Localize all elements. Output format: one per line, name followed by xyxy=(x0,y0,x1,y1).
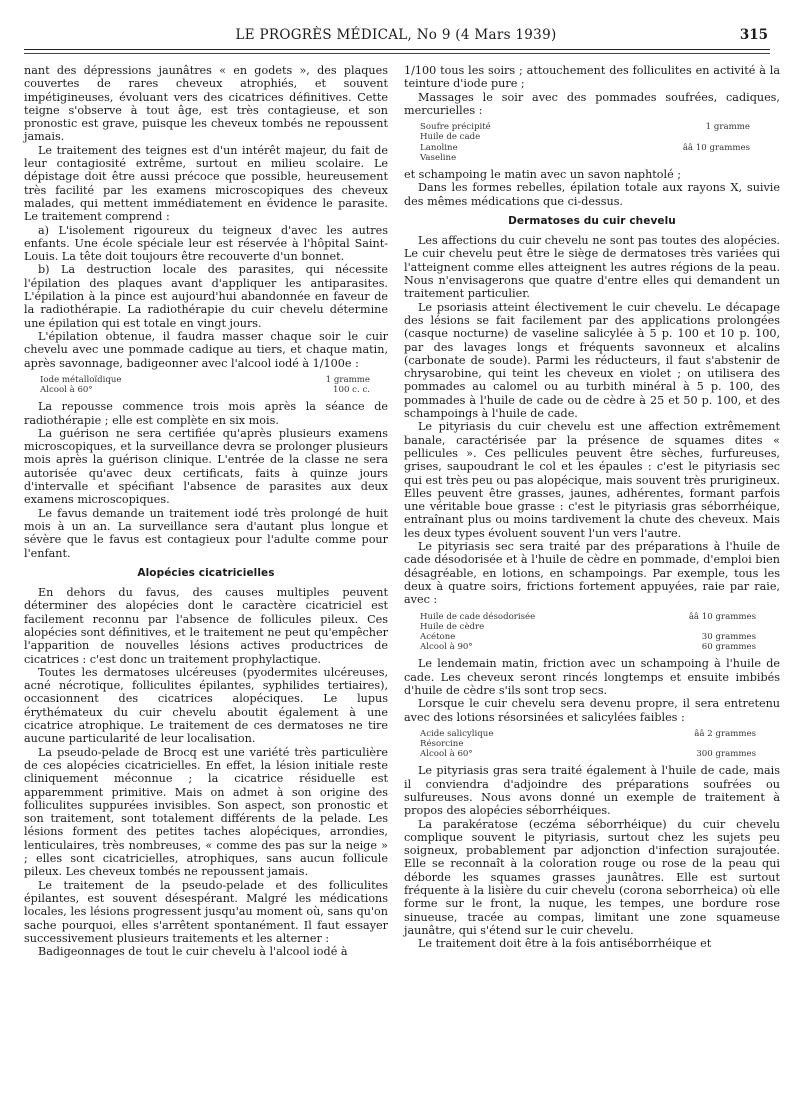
formula-row xyxy=(420,153,780,163)
formula-row xyxy=(420,622,780,632)
paragraph: Le psoriasis atteint électivement le cuir chevelu. Le décapage des lésions se fait facilement par des applications prolongées (casque nocturne) de vaseline salicylée à 5 p. 100 et 10 p. 100, par des lavages longs et fréquents savonneux et alcalins (carbonate de soude). Parmi les réducteurs, il faut s'abstenir de chrysarobine, qui teint les cheveux en violet ; on utilisera des pommades au calomel ou au turbith minéral à 5 p. 100, des pommades à l'huile de cade ou de cèdre à 25 et 50 p. 100, et des schampoings à l'huile de cade. xyxy=(404,300,780,421)
paragraph: Toutes les dermatoses ulcéreuses (pyodermites ulcéreuses, acné nécrotique, folliculites épilantes, syphilides tertiaires), occasionnent des cicatrices alopéciques. Le lupus érythémateux du cuir chevelu aboutit également à une cicatrice atrophique. Le traitement de ces dermatoses ne tire aucune particularité de leur localisation. xyxy=(24,665,388,746)
ingredient: Iode métalloïdique xyxy=(40,374,122,385)
formula-row xyxy=(40,375,388,385)
paragraph: Le lendemain matin, friction avec un schampoing à l'huile de cade. Les cheveux seront rincés longtemps et ensuite imbibés d'huile de cèdre s'ils sont trop secs. xyxy=(404,657,780,697)
quantity xyxy=(646,622,756,632)
paragraph: Dans les formes rebelles, épilation totale aux rayons X, suivie des mêmes médications que ci-dessus. xyxy=(404,181,780,208)
formula-row xyxy=(40,385,388,395)
paragraph: b) La destruction locale des parasites, qui nécessite l'épilation des plaques avant d'appliquer les antiparasites. L'épilation à la pince est aujourd'hui abandonnée en faveur de la radiothérapie. La radiothérapie du cuir chevelu détermine une épilation qui est totale en vingt jours. xyxy=(24,263,388,330)
paragraph: Lorsque le cuir chevelu sera devenu propre, il sera entretenu avec des lotions résorsinées et salicylées faibles : xyxy=(404,697,780,724)
quantity xyxy=(646,739,756,749)
paragraph: En dehors du favus, des causes multiples peuvent déterminer des alopécies dont le caractère cicatriciel est facilement reconnu par l'absence de follicules pileux. Ces alopécies sont définitives, et le traitement ne peut qu'empêcher l'apparition de nouvelles lésions actives productrices de cicatrices : c'est donc un traitement prophylactique. xyxy=(24,586,388,666)
paragraph: Massages le soir avec des pommades soufrées, cadiques, mercurielles : xyxy=(404,90,780,117)
formula-row xyxy=(420,612,780,622)
paragraph: La pseudo-pelade de Brocq est une variété très particulière de ces alopécies cicatricielles. En effet, la lésion initiale reste cliniquement méconnue ; la cicatrice résiduelle est apparemment primitive. Mais on admet à son origine des folliculites suppurées invisibles. Son aspect, son pronostic et son traitement, sont totalement différents de la pelade. Les lésions forment des petites taches alopéciques, arrondies, lenticulaires, très nombreuses, « comme des pas sur la neige » ; elles sont cicatricielles, atrophiques, sans aucun follicule pileux. Les cheveux tombés ne repoussent jamais. xyxy=(24,745,388,879)
ingredient: Alcool à 60° xyxy=(40,385,93,396)
section-heading: Alopécies cicatricielles xyxy=(137,566,275,579)
formula-row xyxy=(420,132,780,142)
paragraph: a) L'isolement rigoureux du teigneux d'avec les autres enfants. Une école spéciale leur est réservée à l'hôpital Saint-Louis. La tête doit toujours être recouverte d'un bonnet. xyxy=(24,223,388,264)
quantity: 1 gramme xyxy=(325,374,370,385)
paragraph: La repousse commence trois mois après la séance de radiothérapie ; elle est complète en six mois. xyxy=(24,400,388,427)
paragraph: Le traitement doit être à la fois antiséborrhéique et xyxy=(418,937,712,951)
ingredient: Résorcine xyxy=(420,739,464,749)
formula-row xyxy=(420,749,780,759)
prescription-formula xyxy=(420,122,780,163)
formula-row xyxy=(420,642,780,652)
formula-row xyxy=(420,632,780,642)
quantity xyxy=(650,132,750,142)
quantity: 100 c. c. xyxy=(333,385,370,396)
page-number: 315 xyxy=(739,27,768,43)
header-rule-thin xyxy=(24,53,770,54)
ingredient: Alcool à 60° xyxy=(420,749,473,760)
paragraph: nant des dépressions jaunâtres « en godets », des plaques couvertes de rares cheveux atrophiés, et souvent impétigineuses, évoluant vers des cicatrices définitives. Cette teigne s'observe à tout âge, est très contagieuse, et son pronostic est grave, puisque les cheveux tombés ne repoussent jamais. xyxy=(24,64,388,144)
ingredient: Acétone xyxy=(420,631,456,642)
paragraph: L'épilation obtenue, il faudra masser chaque soir le cuir chevelu avec une pommade cadique au tiers, et chaque matin, après savonnage, badigeonner avec l'alcool iodé à 1/100e : xyxy=(24,329,388,370)
quantity: 300 grammes xyxy=(696,749,756,760)
quantity: 60 grammes xyxy=(701,642,756,653)
ingredient: Lanoline xyxy=(420,142,458,153)
formula-row xyxy=(420,143,780,153)
quantity: ââ 2 grammes xyxy=(694,728,756,739)
prescription-formula xyxy=(420,612,780,653)
header-rule xyxy=(24,49,770,50)
ingredient: Acide salicylique xyxy=(420,728,494,739)
quantity: 30 grammes xyxy=(701,631,756,642)
right-column xyxy=(404,64,780,951)
ingredient: Huile de cade xyxy=(420,132,481,143)
ingredient: Alcool à 90° xyxy=(420,642,473,653)
paragraph: et schampoing le matin avec un savon naphtolé ; xyxy=(404,168,682,181)
formula-row xyxy=(420,729,780,739)
paragraph: Le traitement des teignes est d'un intérêt majeur, du fait de leur contagiosité extrême, surtout en milieu scolaire. Le dépistage doit être aussi précoce que possible, heureusement très facilité par les examens microscopiques des cheveux malades, qui mettent immédiatement en évidence le parasite. Le traitement comprend : xyxy=(24,143,388,224)
paragraph: Les affections du cuir chevelu ne sont pas toutes des alopécies. Le cuir chevelu peut être le siège de dermatoses très variées qui l'atteignent comme elles atteignent les autres régions de la peau. Nous n'envisagerons que quatre d'entre elles qui demandent un traitement particulier. xyxy=(404,234,780,301)
quantity: ââ 10 grammes xyxy=(688,611,756,622)
formula-row xyxy=(420,739,780,749)
ingredient: Vaseline xyxy=(420,152,457,163)
paragraph: La parakératose (eczéma séborrhéique) du cuir chevelu complique souvent le pityriasis, surtout chez les sujets peu soigneux, probablement par adjonction d'infection surajoutée. Elle se reconnaît à la coloration rouge ou rose de la peau qui déborde les squames grasses jaunâtres. Elle est surtout fréquente à la lisière du cuir chevelu (corona seborrheica) où elle forme sur le front, la nuque, les tempes, une bordure rose sinueuse, tracée au compas, limitant une zone squameuse jaunâtre, qui s'étend sur le cuir chevelu. xyxy=(404,817,780,937)
paragraph: Le pityriasis sec sera traité par des préparations à l'huile de cade désodorisée et à l'huile de cèdre en pommade, d'emploi bien désagréable, en lotions, en schampoings. Par exemple, tous les deux à quatre soirs, frictions fortement appuyées, raie par raie, avec : xyxy=(404,540,780,607)
paragraph: Badigeonnages de tout le cuir chevelu à l'alcool iodé à xyxy=(38,945,348,959)
prescription-formula xyxy=(420,729,780,760)
prescription-formula xyxy=(40,375,388,395)
page-header xyxy=(24,27,768,47)
journal-title: LE PROGRÈS MÉDICAL, No 9 (4 Mars 1939) xyxy=(235,27,557,43)
paragraph: Le pityriasis gras sera traité également à l'huile de cade, mais il conviendra d'adjoindre des préparations soufrées ou sulfureuses. Nous avons donné un exemple de traitement à propos des alopécies séborrhéiques. xyxy=(404,764,780,818)
paragraph: Le traitement de la pseudo-pelade et des folliculites épilantes, est souvent désespérant. Malgré les médications locales, les lésions progressent jusqu'au moment où, sans qu'on sache pourquoi, elles s'arrêtent spontanément. Il faut essayer successivement plusieurs traitements et les alterner : xyxy=(24,878,388,945)
quantity: 1 gramme xyxy=(705,122,750,133)
ingredient: Huile de cèdre xyxy=(420,621,485,632)
paragraph: La guérison ne sera certifiée qu'après plusieurs examens microscopiques, et la surveillance devra se prolonger plusieurs mois après la guérison clinique. L'entrée de la classe ne sera autorisée qu'avec deux certificats, faits à quinze jours d'intervalle et spécifiant l'absence de parasites aux deux examens microscopiques. xyxy=(24,426,388,507)
formula-row xyxy=(420,122,780,132)
paragraph: Le pityriasis du cuir chevelu est une affection extrêmement banale, caractérisée par la présence de squames dites « pellicules ». Ces pellicules peuvent être sèches, furfureuses, grises, saupoudrant le col et les épaules : c'est le pityriasis sec qui est très peu ou pas alopécique, mais souvent très prurigineux. Elles peuvent être grasses, jaunes, adhérentes, formant parfois une véritable boue grasse : c'est le pityriasis gras séborrhéique, entraînant plus ou moins tardivement la chute des cheveux. Mais les deux types évoluent souvent l'un vers l'autre. xyxy=(404,420,780,540)
ingredient: Huile de cade désodorisée xyxy=(420,611,536,622)
ingredient: Soufre précipité xyxy=(420,122,491,133)
section-heading: Dermatoses du cuir chevelu xyxy=(508,214,676,227)
paragraph: 1/100 tous les soirs ; attouchement des folliculites en activité à la teinture d'iode pure ; xyxy=(404,64,780,91)
quantity xyxy=(650,153,750,163)
left-column xyxy=(24,64,388,958)
paragraph: Le favus demande un traitement iodé très prolongé de huit mois à un an. La surveillance sera d'autant plus longue et sévère que le favus est contagieux pour l'adulte comme pour l'enfant. xyxy=(24,506,388,560)
quantity: ââ 10 grammes xyxy=(682,142,750,153)
